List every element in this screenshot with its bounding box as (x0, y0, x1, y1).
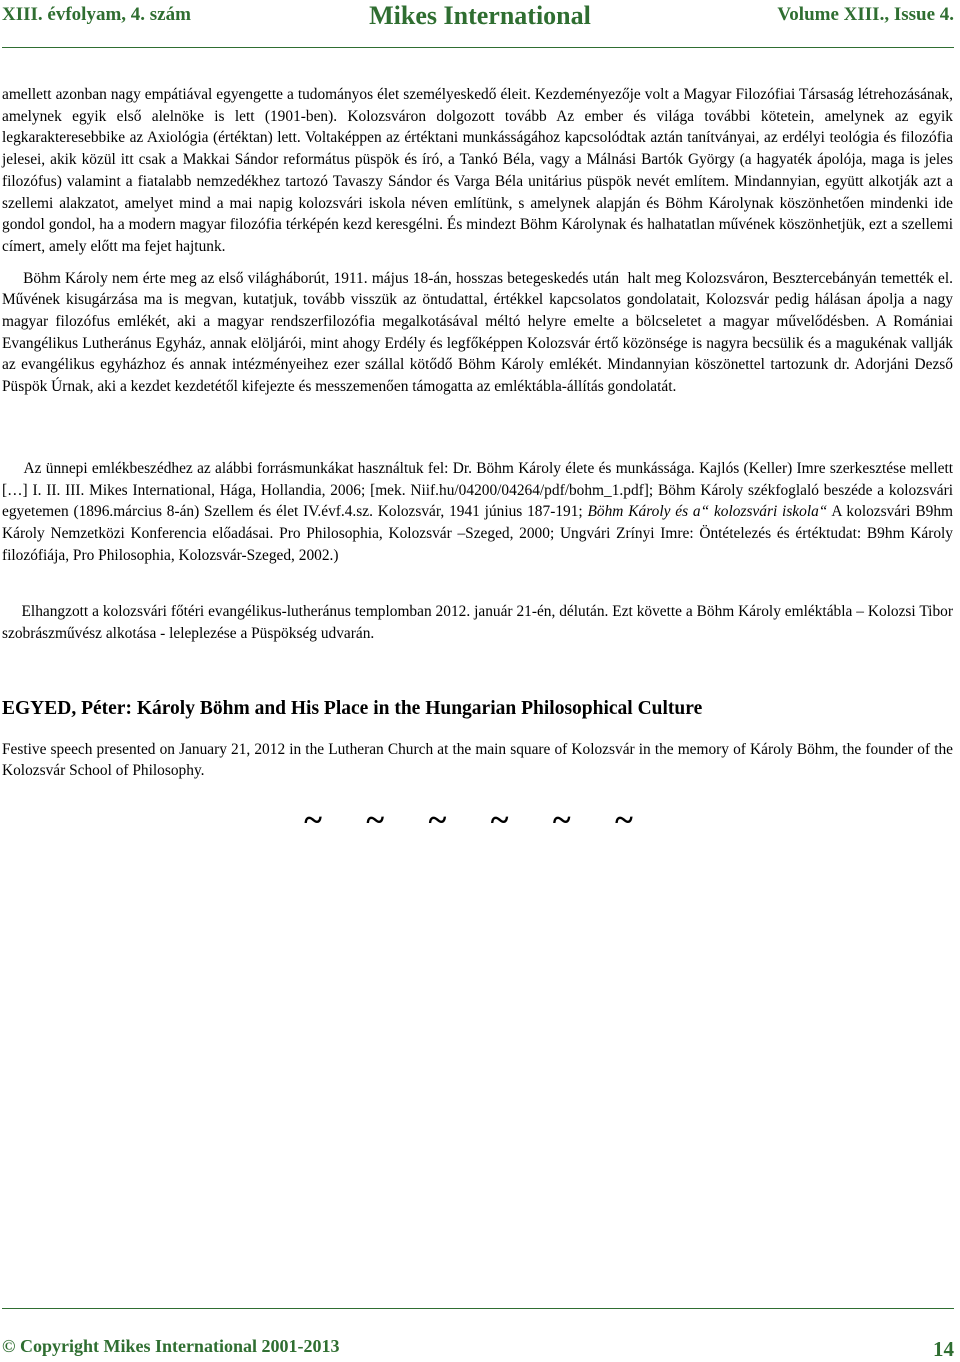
sources-italic-title: Böhm Károly és a“ kolozsvári iskola“ (587, 503, 828, 521)
header-divider (2, 47, 954, 48)
page-header (0, 0, 960, 50)
paragraph-1: amellett azonban nagy empátiával egyengette a tudományos élet személyeskedő éleit. Kezdeményezője volt a Magyar Filozófiai Társaság létrehozásának, amelynek egyik első alelnöke is lett (1901-ben). Kolozsváron dolgozott tovább Az ember és világa további kötetein, amelynek az egyik legkarakteresebbike az Axiológia (értéktan) lett. Voltaképpen az értéktani munkásságához kapcsolódtak aztán tanítványai, az erdélyi teológia és filozófia jelesei, akik közül itt csak a Makkai Sándor református püspök és író, a Tankó Béla, vagy a Málnási Bartók György (a hagyaték ápolója, maga is jeles filozófus) valamint a fiatalabb nemzedékhez tartozó Tavaszy Sándor és Varga Béla unitárius püspök nevét említem. Mindannyian, együtt alkotják azt a szellemi alakzatot, amelyet mind a mai napig kolozsvári iskola néven említünk, s amelynek alapján és Böhm Károlynak köszönhetően mindenki ide gondol gondol, ha a modern magyar filozófia térképén kezd keresgélni. És mindezt Böhm Károlynak és halhatatlan művének köszönhetjük, ezt a szellemi címert, amely előtt ma fejet hajtunk. (2, 86, 953, 255)
page-number: 14 (933, 1337, 954, 1361)
english-abstract-text: Festive speech presented on January 21, 2012 in the Lutheran Church at the main square of Kolozsvár in the memory of Károly Böhm, the founder of the Kolozsvár School of Philosophy. (2, 740, 953, 780)
header-issue-english: Volume XIII., Issue 4. (777, 4, 954, 25)
footer-divider (2, 1308, 954, 1309)
sources-text-start: Az ünnepi emlékbeszédhez az alábbi forrásmunkákat használtuk fel: Dr. Böhm Károly élete és munkássága. Kajlós (Keller) Imre szerkesztése mellett […] I. II. III. Mikes International, Hága, Hollandia, 2006; [mek. Niif.hu/04200/04264/pdf/bohm_1.pdf]; Böhm Károly székfoglaló beszéde a kolozsvári egyetemen (1896.március 8-án) Szellem és élet IV.évf.4.sz. Kolozsvár, 1941 június 187-191; (2, 459, 957, 521)
header-issue-hungarian: XIII. évfolyam, 4. szám (2, 4, 191, 25)
paragraph-2: Böhm Károly nem érte meg az első világháborút, 1911. május 18-án, hosszas betegeskedés után halt meg Kolozsváron, Besztercebányán temették el. Művének kisugárzása ma is megvan, kutatjuk, tovább visszük az öntudattal, értékkel kapcsolatos gondolatait, Kolozsvár pedig hálásan ápolja a nagy magyar filozófus emlékét, aki a magyar rendszerfilozófia megalkotásával méltó helyre emelte a bölcseletet a magyar művelődésben. A Romániai Evangélikus Lutheránus Egyház, annak elöljárói, mint ahogy Erdély és legfőképpen Kolozsvár értő közönsége is nagyra becsülik és a magukénak vallják az evangélikus egyházhoz és annak intézményeihez ezer szállal kötődő Böhm Károly emlékét. Mindannyian köszönettel tartozunk dr. Adorjáni Dezső Püspök Úrnak, aki a kezdet kezdetétől kifejezte és messzemenően támogatta az emléktábla-állítás gondolatát. (2, 269, 957, 396)
event-note-paragraph: Elhangzott a kolozsvári főtéri evangélikus-lutheránus templomban 2012. január 21-én, délután. Ezt követte a Böhm Károly emléktábla – Kolozsi Tibor szobrászművész alkotása - leleplezése a Püspökség udvarán. (2, 603, 957, 643)
sources-text-end: A kolozsvári B9hm Károly Nemzetközi Konferencia előadásai. Pro Philosophia, Kolozsvár –Szeged, 2000; Ungvári Zrínyi Imre: Öntételezés és értéktudat: B9hm Károly filozófiája, Pro Philosophia, Kolozsvár-Szeged, 2002.) (2, 503, 957, 564)
footer-copyright: © Copyright Mikes International 2001-2013 (2, 1336, 340, 1356)
article-body (2, 84, 957, 840)
english-abstract-title: EGYED, Péter: Károly Böhm and His Place in the Hungarian Philosophical Culture (2, 697, 703, 719)
header-journal-title: Mikes International (369, 1, 591, 30)
sources-paragraph (2, 458, 957, 567)
page-footer (0, 1300, 960, 1361)
closing-ornament: ~ ~ ~ ~ ~ ~ (304, 802, 651, 840)
